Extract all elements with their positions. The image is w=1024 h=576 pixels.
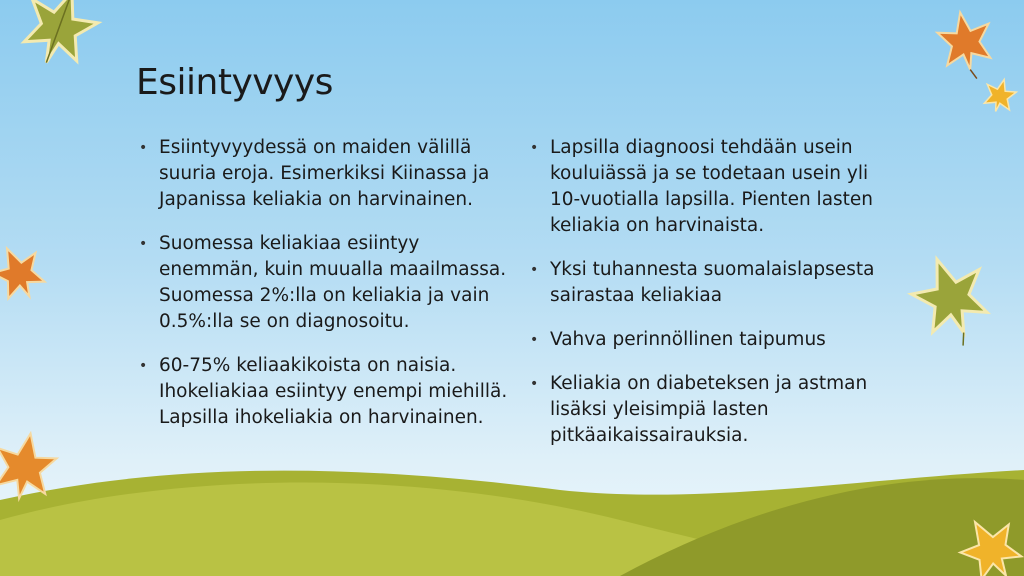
leaf-icon xyxy=(903,247,1001,356)
bullet-item: • Lapsilla diagnoosi tehdään usein kouluiässä ja se todetaan usein yli 10-vuotialla lapsilla. Pienten lasten keliakia on harvinaista. xyxy=(530,137,874,236)
leaf-icon xyxy=(951,508,1024,576)
leaf-icon xyxy=(981,76,1019,116)
bullet-icon: • xyxy=(530,140,539,156)
bullet-icon: • xyxy=(139,358,148,374)
bullet-item: • Suomessa keliakiaa esiintyy enemmän, kuin muualla maailmassa. Suomessa 2%:lla on keliakia ja vain 0.5%:lla se on diagnosoitu. xyxy=(139,233,507,332)
right-bullet-list xyxy=(530,135,890,467)
leaf-icon xyxy=(935,8,998,84)
bullet-item: • 60-75% keliaakikoista on naisia. Ihokeliakiaa esiintyy enempi miehillä. Lapsilla ihokeliakia on harvinainen. xyxy=(139,355,508,428)
bullet-icon: • xyxy=(530,332,539,348)
bullet-item: • Esiintyvyydessä on maiden välillä suuria eroja. Esimerkiksi Kiinassa ja Japanissa keliakia on harvinainen. xyxy=(139,137,490,210)
left-bullet-list xyxy=(139,135,509,449)
leaf-icon xyxy=(13,0,104,75)
bullet-item: • Keliakia on diabeteksen ja astman lisäksi yleisimpiä lasten pitkäaikaissairauksia. xyxy=(530,373,868,446)
slide-title: Esiintyvyys xyxy=(136,62,333,103)
leaf-icon xyxy=(0,428,60,503)
bullet-icon: • xyxy=(530,376,539,392)
bullet-icon: • xyxy=(139,140,148,156)
bullet-item: • Yksi tuhannesta suomalaislapsesta sairastaa keliakiaa xyxy=(530,259,875,306)
bullet-item: • Vahva perinnöllinen taipumus xyxy=(530,327,890,353)
leaf-icon xyxy=(0,238,51,306)
bullet-icon: • xyxy=(530,262,539,278)
bullet-icon: • xyxy=(139,236,148,252)
